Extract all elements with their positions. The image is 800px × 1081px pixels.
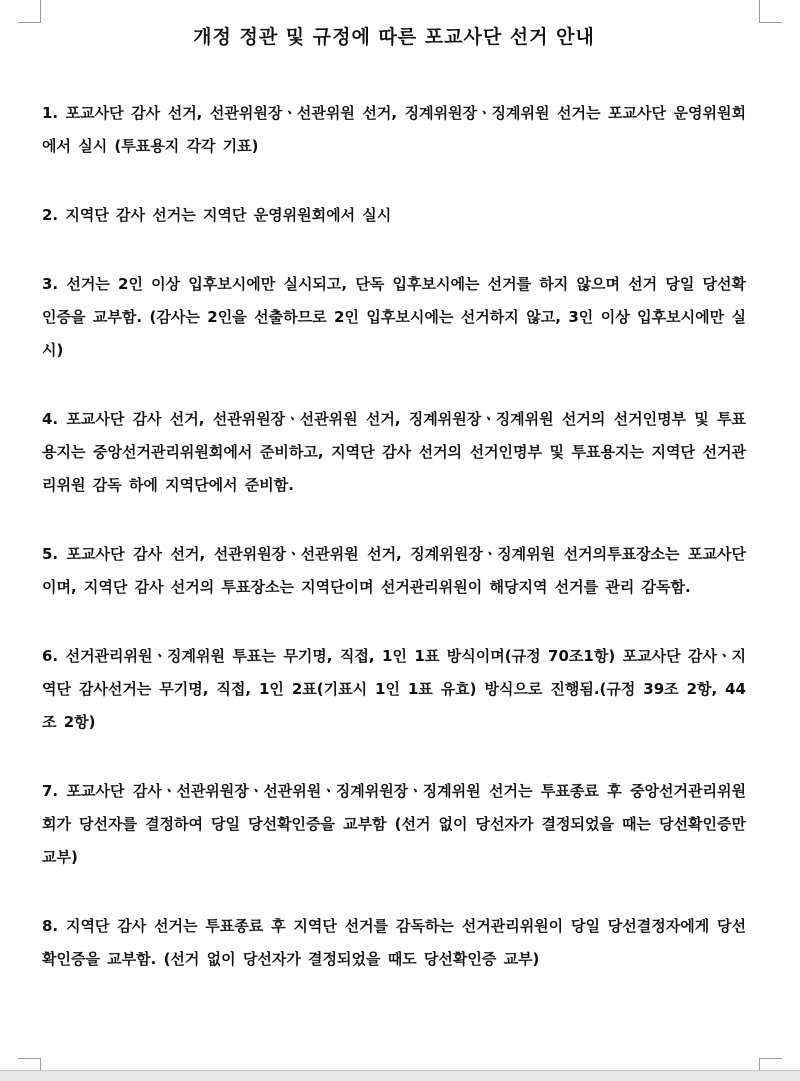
notice-item-7: 7. 포교사단 감사ㆍ선관위원장ㆍ선관위원ㆍ징계위원장ㆍ징계위원 선거는 투표종료 후 중앙선거관리위원회가 당선자를 결정하여 당일 당선확인증을 교부함 (선거 없이 당선자가 결정되었을 때는 당선확인증만 교부) — [42, 782, 746, 866]
window-bottom-edge — [0, 1070, 800, 1081]
document-page — [42, 22, 746, 976]
notice-item-4: 4. 포교사단 감사 선거, 선관위원장ㆍ선관위원 선거, 징계위원장ㆍ징계위원 선거의 선거인명부 및 투표용지는 중앙선거관리위원회에서 준비하고, 지역단 감사 선거의 선거인명부 및 투표용지는 지역단 선거관리위원 감독 하에 지역단에서 준비함. — [42, 410, 746, 494]
notice-item-3: 3. 선거는 2인 이상 입후보시에만 실시되고, 단독 입후보시에는 선거를 하지 않으며 선거 당일 당선확인증을 교부함. (감사는 2인을 선출하므로 2인 입후보시에는 선거하지 않고, 3인 이상 입후보시에만 실시) — [42, 275, 746, 359]
notice-item-2: 2. 지역단 감사 선거는 지역단 운영위원회에서 실시 — [42, 206, 392, 224]
page-corner-mark-top-left — [18, 0, 41, 23]
notice-item-1: 1. 포교사단 감사 선거, 선관위원장ㆍ선관위원 선거, 징계위원장ㆍ징계위원 선거는 포교사단 운영위원회에서 실시 (투표용지 각각 기표) — [42, 104, 746, 155]
document-title: 개정 정관 및 규정에 따른 포교사단 선거 안내 — [193, 26, 595, 48]
page-corner-mark-top-right — [759, 0, 782, 23]
notice-item-8: 8. 지역단 감사 선거는 투표종료 후 지역단 선거를 감독하는 선거관리위원이 당일 당선결정자에게 당선확인증을 교부함. (선거 없이 당선자가 결정되었을 때도 당선확인증 교부) — [42, 917, 746, 968]
notice-item-5: 5. 포교사단 감사 선거, 선관위원장ㆍ선관위원 선거, 징계위원장ㆍ징계위원 선거의투표장소는 포교사단이며, 지역단 감사 선거의 투표장소는 지역단이며 선거관리위원이 해당지역 선거를 관리 감독함. — [42, 545, 746, 596]
notice-item-6: 6. 선거관리위원ㆍ징계위원 투표는 무기명, 직접, 1인 1표 방식이며(규정 70조1항) 포교사단 감사ㆍ지역단 감사선거는 무기명, 직접, 1인 2표(기표시 1인 1표 유효) 방식으로 진행됨.(규정 39조 2항, 44조 2항) — [42, 647, 746, 731]
